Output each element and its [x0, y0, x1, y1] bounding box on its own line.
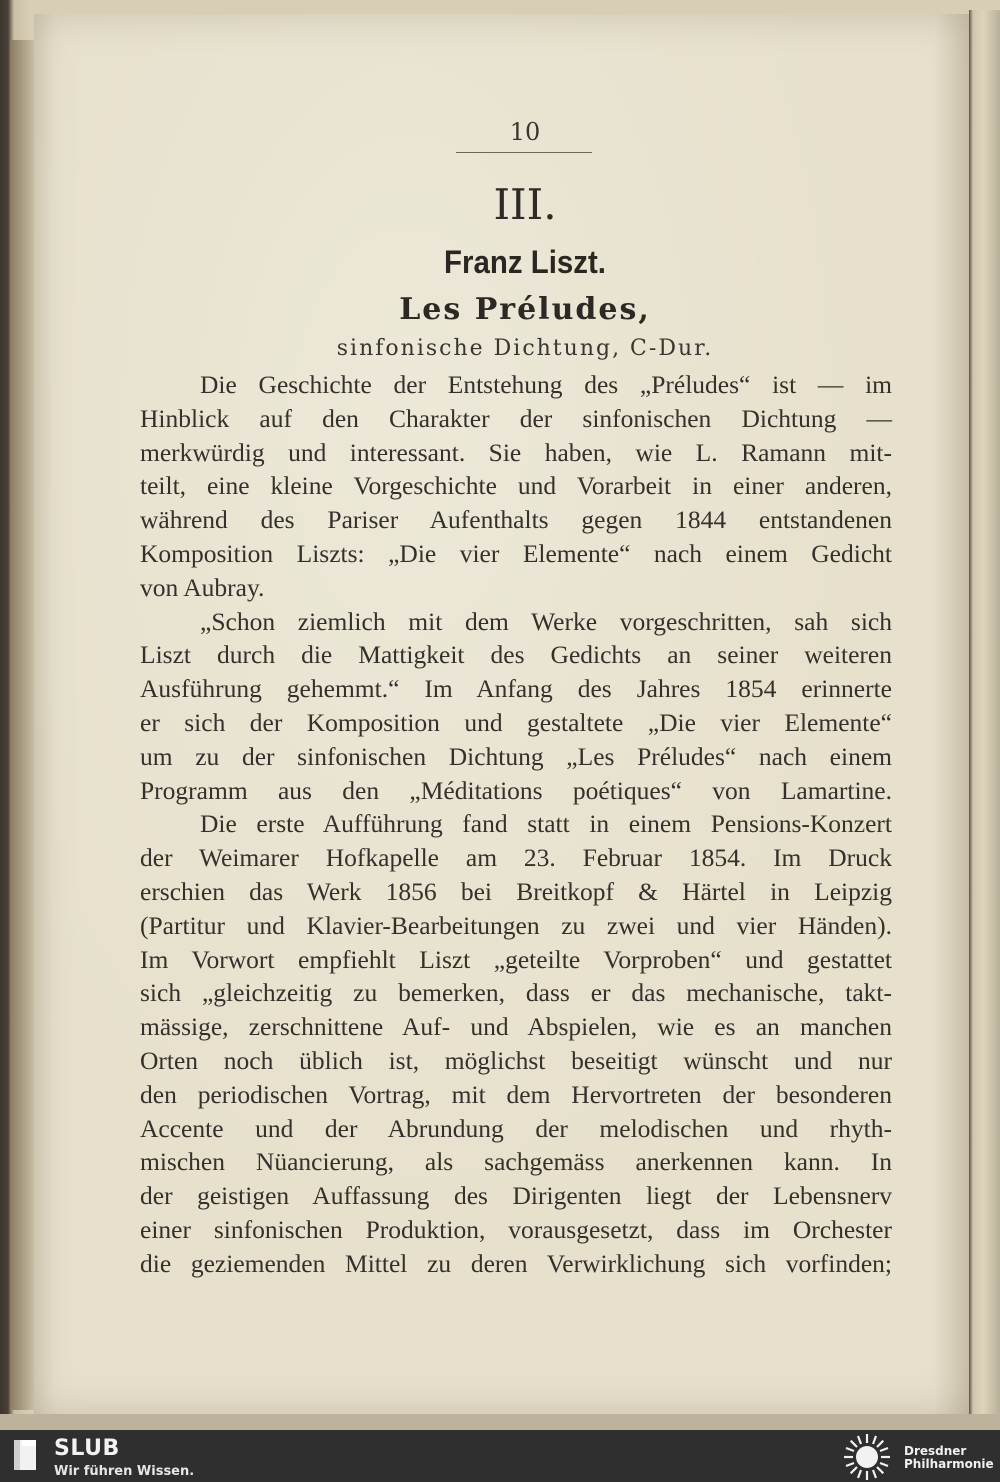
page-number: 10: [509, 118, 541, 146]
text-line: Orten noch üblich ist, möglichst beseitigt wünscht und nur: [140, 1045, 892, 1075]
text-line: Liszt durch die Mattigkeit des Gedichts an seiner weiteren: [140, 640, 892, 670]
text-line: Die erste Aufführung fand statt in einem Pensions-Konzert: [200, 809, 892, 839]
work-title: Les Préludes,: [399, 292, 651, 327]
text-line: (Partitur und Klavier-Bearbeitungen zu zwei und vier Händen).: [140, 910, 892, 940]
text-line: merkwürdig und interessant. Sie haben, wie L. Ramann mit-: [140, 437, 892, 467]
text-line: Hinblick auf den Charakter der sinfonischen Dichtung —: [140, 403, 892, 433]
book-bottom-edge: [0, 1414, 1000, 1430]
text-line: Ausführung gehemmt.“ Im Anfang des Jahres 1854 erinnerte: [140, 674, 892, 704]
text-line: während des Pariser Aufenthalts gegen 1844 entstandenen: [140, 505, 892, 535]
text-line: den periodischen Vortrag, mit dem Hervortreten der besonderen: [140, 1079, 892, 1109]
text-line: Komposition Liszts: „Die vier Elemente“ nach einem Gedicht: [140, 538, 892, 568]
slub-logo-icon[interactable]: [12, 1436, 40, 1472]
text-line: „Schon ziemlich mit dem Werke vorgeschritten, sah sich: [200, 606, 892, 636]
work-subtitle: sinfonische Dichtung, C-Dur.: [336, 336, 714, 361]
philharmonie-sun-logo-icon[interactable]: [842, 1432, 892, 1482]
header-rule: [456, 152, 592, 153]
text-line: erschien das Werk 1856 bei Breitkopf & Härtel in Leipzig: [140, 876, 892, 906]
book-right-edge: [969, 10, 1000, 1415]
slub-tagline: Wir führen Wissen.: [54, 1464, 195, 1479]
text-line: sich „gleichzeitig zu bemerken, dass er das mechanische, takt-: [140, 978, 892, 1008]
text-line: von Aubray.: [140, 572, 265, 602]
text-line: teilt, eine kleine Vorgeschichte und Vorarbeit in einer anderen,: [140, 471, 892, 501]
philharmonie-line-1: Dresdner: [904, 1444, 967, 1458]
text-line: der Weimarer Hofkapelle am 23. Februar 1854. Im Druck: [140, 843, 892, 873]
text-line: um zu der sinfonischen Dichtung „Les Préludes“ nach einem: [140, 741, 892, 771]
text-line: Die Geschichte der Entstehung des „Préludes“ ist — im: [200, 370, 892, 399]
body-text: [140, 368, 892, 1281]
book-left-edge: [10, 40, 34, 1410]
philharmonie-logo-text[interactable]: [904, 1445, 994, 1471]
text-line: einer sinfonischen Produktion, vorausgesetzt, dass im Orchester: [140, 1214, 892, 1244]
text-line: er sich der Komposition und gestaltete „Die vier Elemente“: [140, 707, 892, 737]
philharmonie-line-2: Philharmonie: [904, 1457, 994, 1471]
text-line: Accente und der Abrundung der melodischen und rhyth-: [140, 1113, 892, 1143]
section-number: III.: [493, 180, 557, 229]
text-line: mässige, zerschnittene Auf- und Abspielen, wie es an manchen: [140, 1012, 892, 1042]
slub-logo-text[interactable]: SLUB: [54, 1436, 120, 1461]
text-line: Im Vorwort empfiehlt Liszt „geteilte Vorproben“ und gestattet: [140, 944, 892, 974]
composer-heading: Franz Liszt.: [444, 244, 606, 280]
text-line: der geistigen Auffassung des Dirigenten liegt der Lebensnerv: [140, 1181, 892, 1211]
text-line: mischen Nüancierung, als sachgemäss anerkennen kann. In: [140, 1147, 892, 1177]
text-line: Programm aus den „Méditations poétiques“ von Lamartine.: [140, 775, 892, 805]
text-line: die geziemenden Mittel zu deren Verwirklichung sich vorfinden;: [140, 1248, 892, 1278]
